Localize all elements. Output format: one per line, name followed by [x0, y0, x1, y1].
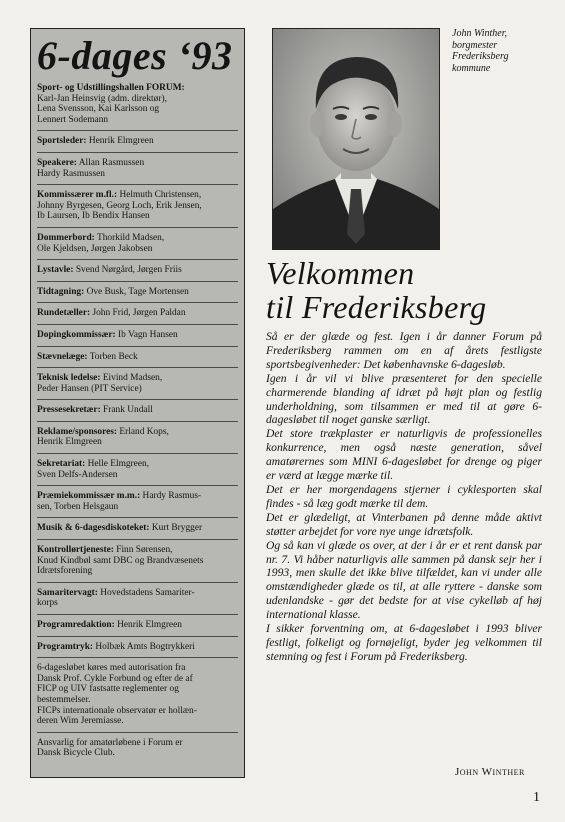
article-body: [266, 330, 542, 664]
credit-entry: [37, 545, 238, 583]
credit-line: [37, 265, 238, 276]
credit-entry: [37, 523, 238, 540]
headline-line: til Frederiksberg: [266, 289, 487, 325]
credit-line: [37, 674, 238, 685]
credit-text: Kurt Brygger: [151, 523, 203, 534]
credit-text: Helle Elmgreen,: [87, 459, 150, 470]
credit-line: [37, 104, 238, 115]
credit-label: Rundetæller:: [37, 308, 91, 319]
credit-line: [37, 158, 238, 169]
credit-line: [37, 598, 238, 609]
credit-text: Holbæk Amts Bogtrykkeri: [95, 641, 195, 652]
credit-line: [37, 83, 238, 104]
credit-line: [37, 491, 238, 502]
credit-label: Programtryk:: [37, 641, 94, 652]
credits-box: [30, 28, 245, 778]
caption-line: Frederiksberg: [452, 51, 509, 62]
credit-text: Hardy Rasmussen: [37, 168, 105, 179]
credit-line: [37, 620, 238, 631]
credit-text: Idrætsforening: [37, 566, 93, 577]
credit-text: Ansvarlig for amatørløbene i Forum er: [37, 737, 183, 748]
article-paragraph: Det er her morgendagens stjerner i cyklesporten skal findes - så læg godt mærke til dem.: [266, 482, 542, 510]
credit-line: [37, 684, 238, 695]
article-paragraph: Så er der glæde og fest. Igen i år danner Forum på Frederiksberg rammen om en af årets festligste sportsbegivenheder: Det københavnske 6-dagesløb.: [266, 330, 542, 371]
credit-text: Hardy Rasmus-: [142, 491, 202, 502]
credit-text: Eivind Madsen,: [102, 373, 163, 384]
credit-line: [37, 169, 238, 180]
credit-line: [37, 470, 238, 481]
article-signature: John Winther: [455, 766, 525, 778]
credit-text: Thorkild Madsen,: [97, 232, 165, 243]
credit-text: Torben Beck: [89, 351, 138, 362]
credit-entry: [37, 158, 238, 185]
credit-label: Stævnelæge:: [37, 351, 88, 362]
credit-entry: [37, 620, 238, 637]
credit-label: Musik & 6-dagesdiskoteket:: [37, 523, 150, 534]
credit-label: Sekretariat:: [37, 459, 86, 470]
credit-entry: [37, 642, 238, 659]
credit-entry: [37, 738, 238, 764]
credit-text: Lena Svensson, Kai Karlsson og: [37, 104, 160, 115]
credit-line: [37, 287, 238, 298]
credit-label: Programredaktion:: [37, 620, 115, 630]
caption-line: John Winther,: [452, 28, 507, 39]
page-number: 1: [533, 790, 540, 805]
credit-text: Knud Kindbøl samt DBC og Brandvæsenets: [37, 555, 204, 566]
credit-text: Helmuth Christensen,: [119, 190, 202, 201]
credit-text: Frank Undall: [103, 405, 153, 416]
credit-entry: [37, 405, 238, 422]
credit-label: Sport- og Udstillingshallen FORUM:: [37, 83, 185, 93]
credit-entry: [37, 265, 238, 282]
credit-line: [37, 437, 238, 448]
credit-label: Tidtagning:: [37, 286, 85, 297]
article-paragraph: Det store trækplaster er naturligvis de professionelles konkurrence, men også næste generation, såvel amatørernes som MINI 6-dagesløbet for drenge og piger er værd at lægge mærke til.: [266, 427, 542, 483]
credit-text: Svend Nørgård, Jørgen Friis: [75, 265, 182, 276]
credit-text: Finn Sørensen,: [116, 545, 173, 556]
credit-entry: [37, 588, 238, 615]
credits-title: 6-dages ‘93: [37, 33, 233, 78]
caption-line: borgmester: [452, 39, 498, 51]
credit-text: Henrik Elmgreen: [117, 620, 182, 630]
credit-line: [37, 695, 238, 706]
credit-entry: [37, 663, 238, 733]
credit-text: Dansk Bicycle Club.: [37, 748, 115, 759]
article-paragraph: I sikker forventning om, at 6-dagesløbet i 1993 bliver festligt, folkeligt og fornøjeligt, byder jeg velkommen til stemning og fest i Forum på Frederiksberg.: [266, 622, 542, 663]
credit-line: [37, 373, 238, 384]
credit-text: Allan Rasmussen: [78, 157, 145, 168]
credit-text: Sven Delfs-Andersen: [37, 469, 118, 480]
credit-label: Dopingkommissær:: [37, 329, 116, 340]
credit-text: Henrik Elmgreen: [88, 136, 154, 147]
credit-entry: [37, 83, 238, 131]
credit-entry: [37, 459, 238, 486]
credit-label: Reklame/sponsores:: [37, 426, 118, 437]
credit-line: [37, 502, 238, 513]
credit-text: FICPs internationale observatør er hollæn-: [37, 705, 197, 716]
credit-text: Hovedstadens Samariter-: [100, 587, 195, 598]
credit-text: Johnny Byrgesen, Georg Loch, Erik Jensen,: [37, 200, 202, 211]
photo-caption: [452, 28, 557, 74]
credit-label: Dommerbord:: [37, 232, 95, 243]
credit-line: [37, 738, 238, 749]
caption-line: kommune: [452, 62, 491, 74]
credit-line: [37, 201, 238, 212]
credit-line: [37, 748, 238, 759]
credit-label: Præmiekommissær m.m.:: [37, 491, 141, 502]
credit-text: deren Wim Jeremiasse.: [37, 716, 124, 727]
credit-line: [37, 308, 238, 319]
credit-line: [37, 588, 238, 599]
credit-line: [37, 244, 238, 255]
credit-line: [37, 716, 238, 727]
credit-line: [37, 523, 238, 534]
article-paragraph: Det er glædeligt, at Vinterbanen på denne måde aktivt støtter arbejdet for vore nye unge idrætsfolk.: [266, 510, 542, 538]
credit-label: Pressesekretær:: [37, 405, 101, 416]
credit-entry: [37, 233, 238, 260]
credit-text: Ib Laursen, Ib Bendix Hansen: [37, 211, 150, 222]
portrait-photo: [272, 28, 440, 250]
credit-text: bestemmelser.: [37, 694, 91, 705]
article-paragraph: Og så kan vi glæde os over, at der i år er et rent dansk par nr. 7. Vi håber naturligvis alle sammen på dansk sejr her i 1993, men skulle det ikke blive tilfældet, kan vi under alle omstændigheder glæde os til, at alle ryttere - danske som udenlandske - gør det bedste for at vise cykelløb af høj international klasse.: [266, 538, 542, 622]
credit-entry: [37, 373, 238, 400]
credit-line: [37, 330, 238, 341]
credit-line: [37, 459, 238, 470]
credit-text: Ove Busk, Tage Mortensen: [86, 286, 189, 297]
credit-line: [37, 566, 238, 577]
credit-text: Dansk Prof. Cykle Forbund og efter de af: [37, 673, 193, 684]
credit-line: [37, 545, 238, 556]
credit-line: [37, 405, 238, 416]
credit-line: [37, 556, 238, 567]
credit-text: 6-dagesløbet køres med autorisation fra: [37, 663, 186, 674]
credit-line: [37, 115, 238, 126]
article-headline: [266, 256, 561, 324]
credit-line: [37, 136, 238, 147]
credits-list: [37, 83, 238, 764]
credit-entry: [37, 136, 238, 153]
credit-line: [37, 233, 238, 244]
credit-label: Sportsleder:: [37, 136, 87, 147]
credit-entry: [37, 308, 238, 325]
credit-text: John Frid, Jørgen Paldan: [92, 308, 186, 319]
credit-text: Karl-Jan Heinsvig (adm. direktør),: [37, 93, 167, 104]
credit-label: Kontrollørtjeneste:: [37, 545, 114, 556]
credit-entry: [37, 287, 238, 304]
credit-line: [37, 642, 238, 653]
credit-text: Ole Kjeldsen, Jørgen Jakobsen: [37, 243, 153, 254]
credit-entry: [37, 190, 238, 228]
credit-text: FICP og UIV fastsatte reglementer og: [37, 684, 179, 695]
credit-entry: [37, 352, 238, 369]
credit-line: [37, 211, 238, 222]
credit-line: [37, 352, 238, 363]
credit-text: Peder Hansen (PIT Service): [37, 383, 142, 394]
credit-line: [37, 427, 238, 438]
credit-entry: [37, 427, 238, 454]
headline-line: Velkommen: [266, 255, 415, 291]
credit-label: Teknisk ledelse:: [37, 373, 101, 384]
credit-label: Kommissærer m.fl.:: [37, 190, 118, 201]
credit-text: korps: [37, 598, 58, 609]
credit-entry: [37, 330, 238, 347]
credit-entry: [37, 491, 238, 518]
credit-text: Henrik Elmgreen: [37, 437, 102, 448]
article-paragraph: Igen i år vil vi blive præsenteret for den specielle charmerende blanding af idræt på højt plan og festlig underholdning, som tilsammen er med til at gøre 6-dagesløbet til noget ganske særligt.: [266, 371, 542, 427]
credit-label: Samaritervagt:: [37, 587, 98, 598]
credit-label: Lystavle:: [37, 265, 74, 276]
credit-text: sen, Torben Helsgaun: [37, 501, 119, 512]
portrait-image: [273, 29, 439, 249]
credit-text: Lennert Sodemann: [37, 114, 109, 125]
credit-text: Erland Kops,: [119, 426, 169, 437]
credit-line: [37, 190, 238, 201]
credit-label: Speakere:: [37, 157, 77, 168]
credit-line: [37, 706, 238, 717]
credit-line: [37, 663, 238, 674]
credit-line: [37, 384, 238, 395]
credit-text: Ib Vagn Hansen: [118, 329, 178, 340]
